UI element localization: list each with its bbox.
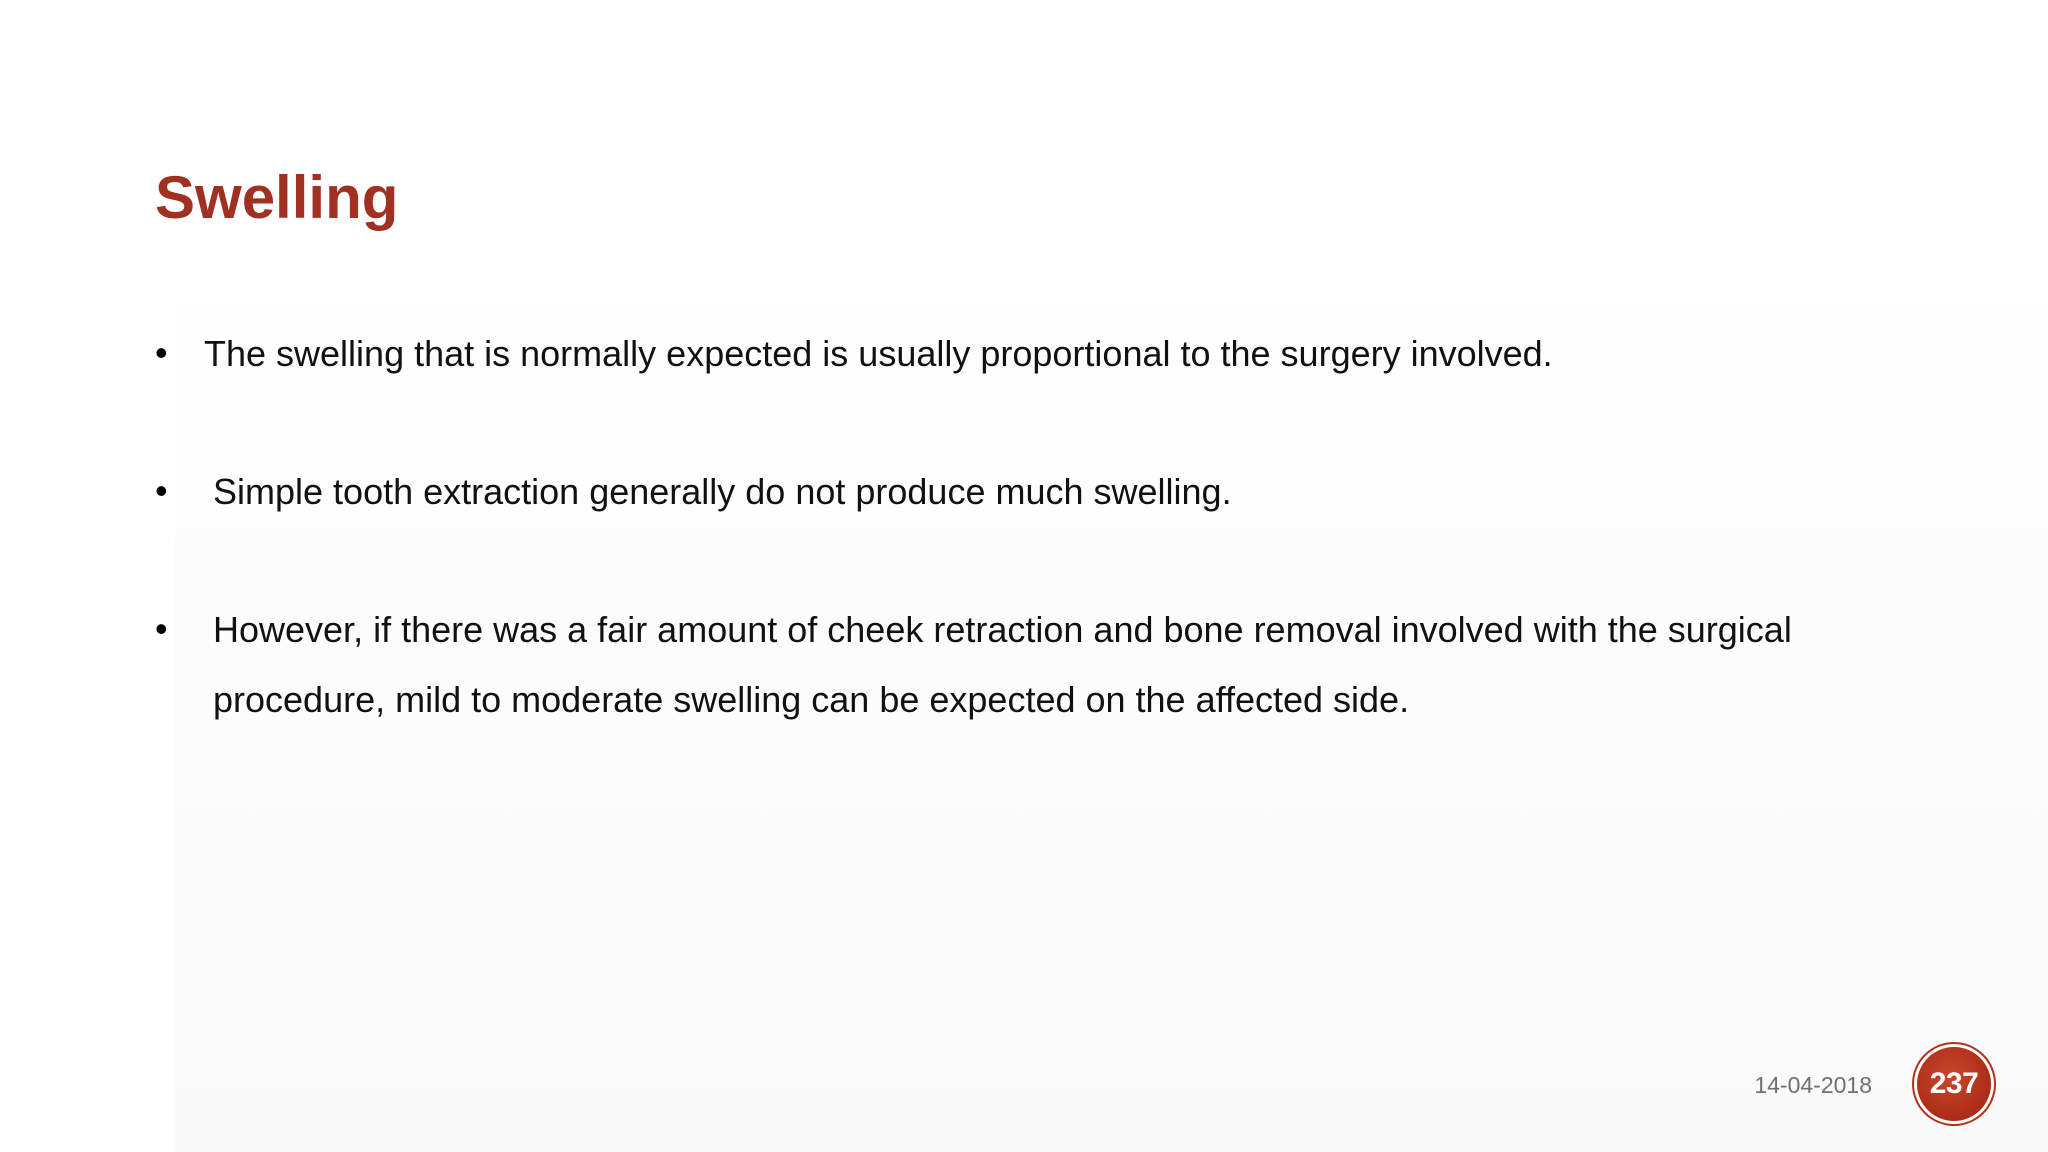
bullet-item bbox=[155, 319, 1805, 389]
page-number-badge bbox=[1917, 1047, 1991, 1121]
bullet-icon: • bbox=[155, 470, 168, 511]
bullet-icon: • bbox=[155, 608, 168, 649]
bullet-text: Simple tooth extraction generally do not produce much swelling. bbox=[213, 471, 1232, 512]
slide-title: Swelling bbox=[155, 164, 399, 231]
bullet-text: However, if there was a fair amount of cheek retraction and bone removal involved with the surgical procedure, mild to moderate swelling can be expected on the affected side. bbox=[213, 609, 1792, 720]
bullet-item bbox=[155, 595, 1805, 735]
slide-date: 14-04-2018 bbox=[1754, 1072, 1872, 1098]
bullet-item bbox=[155, 457, 1805, 527]
bullet-icon: • bbox=[155, 332, 168, 373]
bullet-text: The swelling that is normally expected is usually proportional to the surgery involved. bbox=[204, 333, 1553, 374]
page-number: 237 bbox=[1929, 1067, 1979, 1100]
